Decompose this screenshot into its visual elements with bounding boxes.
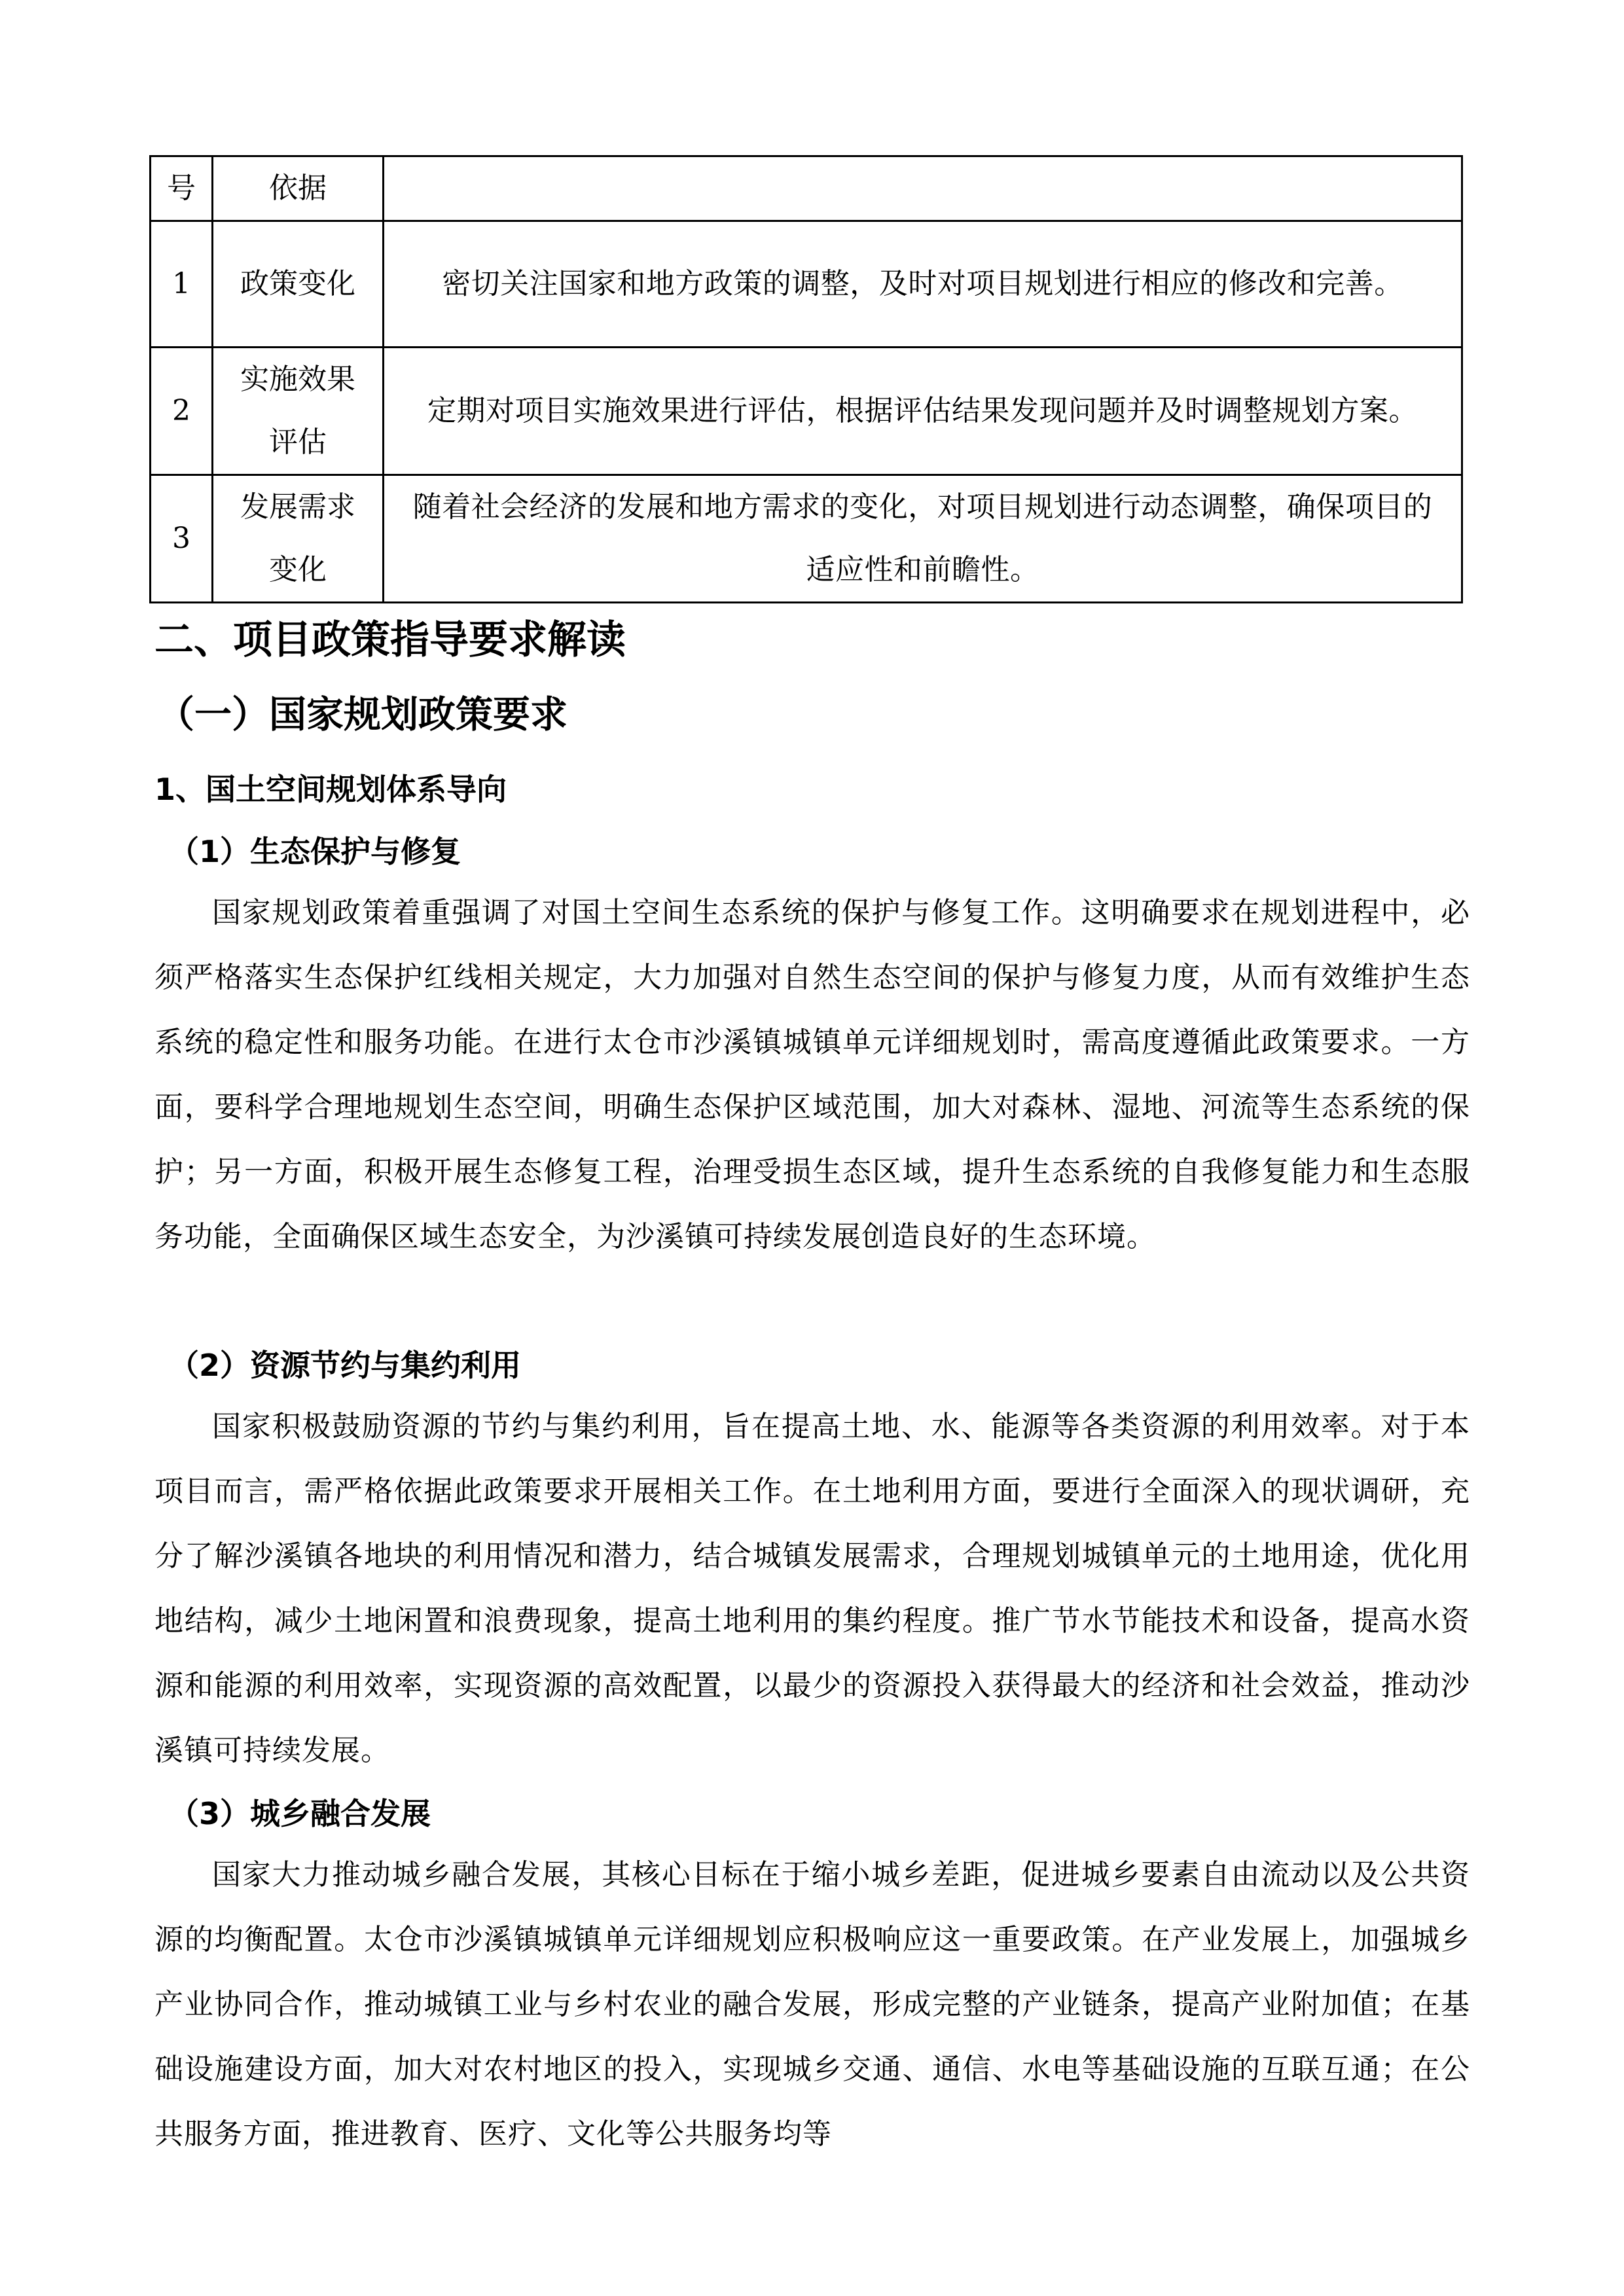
table-header-basis: 依据 (213, 156, 384, 221)
adjustment-table (149, 155, 1463, 603)
subitem-title: （3）城乡融合发展 (169, 1796, 431, 1831)
paragraph: 国家积极鼓励资源的节约与集约利用，旨在提高土地、水、能源等各类资源的利用效率。对于本项目而言，需严格依据此政策要求开展相关工作。在土地利用方面，要进行全面深入的现状调研，充分了解沙溪镇各地块的利用情况和潜力，结合城镇发展需求，合理规划城镇单元的土地用途，优化用地结构，减少土地闲置和浪费现象，提高土地利用的集约程度。推广节水节能技术和设备，提高水资源和能源的利用效率，实现资源的高效配置，以最少的资源投入获得最大的经济和社会效益，推动沙溪镇可持续发展。 (154, 1410, 1470, 1767)
table-cell-num: 2 (151, 348, 213, 475)
table-cell-num: 1 (151, 221, 213, 348)
table-row (151, 348, 1462, 475)
subsection-title: （一）国家规划政策要求 (157, 693, 568, 736)
table-header-row (151, 156, 1462, 221)
table-header-num: 号 (151, 156, 213, 221)
paragraph: 国家大力推动城乡融合发展，其核心目标在于缩小城乡差距，促进城乡要素自由流动以及公共资源的均衡配置。太仓市沙溪镇城镇单元详细规划应积极响应这一重要政策。在产业发展上，加强城乡产业协同合作，推动城镇工业与乡村农业的融合发展，形成完整的产业链条，提高产业附加值；在基础设施建设方面，加大对农村地区的投入，实现城乡交通、通信、水电等基础设施的互联互通；在公共服务方面，推进教育、医疗、文化等公共服务均等 (154, 1858, 1470, 2151)
table-row (151, 475, 1462, 603)
table-cell-desc: 密切关注国家和地方政策的调整，及时对项目规划进行相应的修改和完善。 (384, 221, 1462, 348)
table-cell-basis: 实施效果评估 (213, 348, 384, 475)
paragraph: 国家规划政策着重强调了对国土空间生态系统的保护与修复工作。这明确要求在规划进程中，必须严格落实生态保护红线相关规定，大力加强对自然生态空间的保护与修复力度，从而有效维护生态系统的稳定性和服务功能。在进行太仓市沙溪镇城镇单元详细规划时，需高度遵循此政策要求。一方面，要科学合理地规划生态空间，明确生态保护区域范围，加大对森林、湿地、河流等生态系统的保护；另一方面，积极开展生态修复工程，治理受损生态区域，提升生态系统的自我修复能力和生态服务功能，全面确保区域生态安全，为沙溪镇可持续发展创造良好的生态环境。 (154, 896, 1470, 1253)
subitem-title: （2）资源节约与集约利用 (169, 1348, 522, 1383)
table-cell-desc: 随着社会经济的发展和地方需求的变化，对项目规划进行动态调整，确保项目的适应性和前瞻性。 (384, 475, 1462, 603)
table-header-desc (384, 156, 1462, 221)
table-cell-basis: 发展需求变化 (213, 475, 384, 603)
item-title: 1、国土空间规划体系导向 (154, 772, 507, 807)
table-cell-desc: 定期对项目实施效果进行评估，根据评估结果发现问题并及时调整规划方案。 (384, 348, 1462, 475)
table-cell-basis: 政策变化 (213, 221, 384, 348)
subitem-title: （1）生态保护与修复 (169, 834, 461, 869)
section-title: 二、项目政策指导要求解读 (154, 617, 626, 663)
table-row (151, 221, 1462, 348)
table-cell-num: 3 (151, 475, 213, 603)
